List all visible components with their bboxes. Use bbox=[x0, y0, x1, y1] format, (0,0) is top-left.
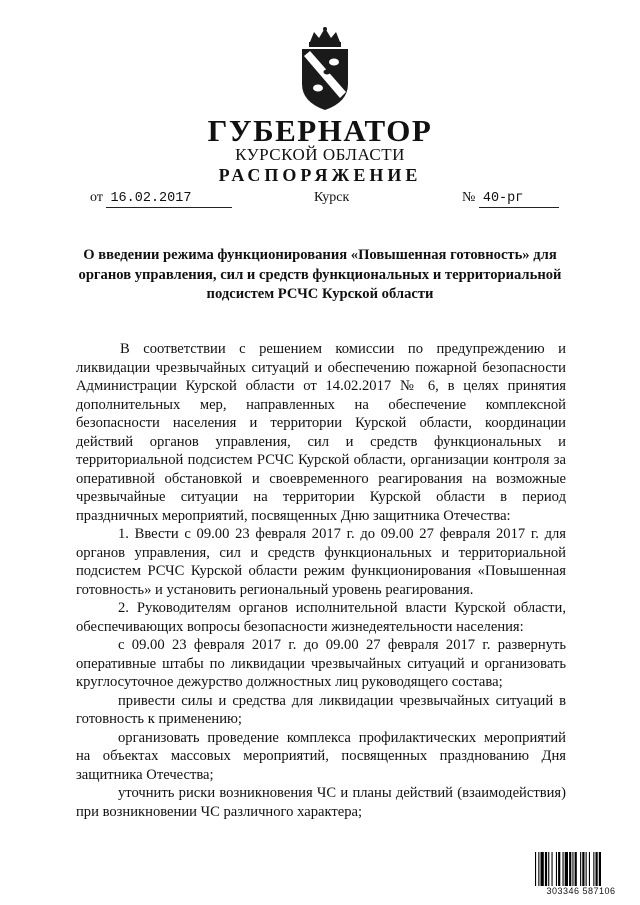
document-subject: О введении режима функционирования «Повышенная готовность» для органов управления, сил и средств функциональных и территориальной подсистем РСЧС Курской области bbox=[78, 247, 562, 302]
document-title: ГУБЕРНАТОР bbox=[207, 113, 433, 148]
paragraph-item-1: 1. Ввести с 09.00 23 февраля 2017 г. до 09.00 27 февраля 2017 г. для органов управления, сил и средств функциональных и территориальной подсистем РСЧС Курской области режим функционирования «Повышенная готовность» и установить региональный уровень реагирования. bbox=[76, 526, 566, 598]
barcode bbox=[534, 852, 628, 896]
paragraph-subitem: уточнить риски возникновения ЧС и планы действий (взаимодействия) при возникновении ЧС различного характера; bbox=[76, 785, 566, 820]
region-name: КУРСКОЙ ОБЛАСТИ bbox=[235, 145, 405, 164]
document-date: 16.02.2017 bbox=[106, 191, 232, 208]
paragraph-subitem: привести силы и средства для ликвидации чрезвычайных ситуаций в готовность к применению; bbox=[76, 692, 566, 727]
city-name: Курск bbox=[314, 190, 350, 205]
paragraph-subitem: организовать проведение комплекса профилактических мероприятий на объектах массовых мероприятий, посвященных празднованию Дня защитника Отечества; bbox=[76, 729, 566, 783]
paragraph-item-2: 2. Руководителям органов исполнительной власти Курской области, обеспечивающих вопросы безопасности жизнедеятельности населения: bbox=[76, 600, 566, 635]
number-line bbox=[462, 190, 559, 208]
number-label: № bbox=[462, 190, 476, 205]
document-number: 40-рг bbox=[479, 191, 559, 208]
barcode-number: 303346 587106 bbox=[546, 886, 616, 896]
paragraph-subitem: с 09.00 23 февраля 2017 г. до 09.00 27 февраля 2017 г. развернуть оперативные штабы по ликвидации чрезвычайных ситуаций и организовать круглосуточное дежурство должностных лиц руководящего состава; bbox=[76, 637, 566, 690]
barcode-bars bbox=[534, 852, 628, 886]
from-label: от bbox=[90, 190, 103, 205]
coat-of-arms-emblem bbox=[296, 26, 354, 112]
document-body bbox=[76, 340, 566, 821]
paragraph-preamble: В соответствии с решением комиссии по предупреждению и ликвидации чрезвычайных ситуаций и обеспечению пожарной безопасности Администрации Курской области от 14.02.2017 № 6, в целях принятия дополнительных мер, направленных на обеспечение комплексной безопасности населения и территории Курской области, координации действий органов управления, сил и средств функциональных и территориальной подсистем РСЧС Курской области, организации контроля за оперативной обстановкой и своевременного реагирования на возможные чрезвычайные ситуации на территории Курской области в период праздничных мероприятий, посвященных Дню защитника Отечества: bbox=[76, 341, 566, 524]
document-type: РАСПОРЯЖЕНИЕ bbox=[218, 165, 422, 185]
date-line bbox=[90, 190, 232, 208]
